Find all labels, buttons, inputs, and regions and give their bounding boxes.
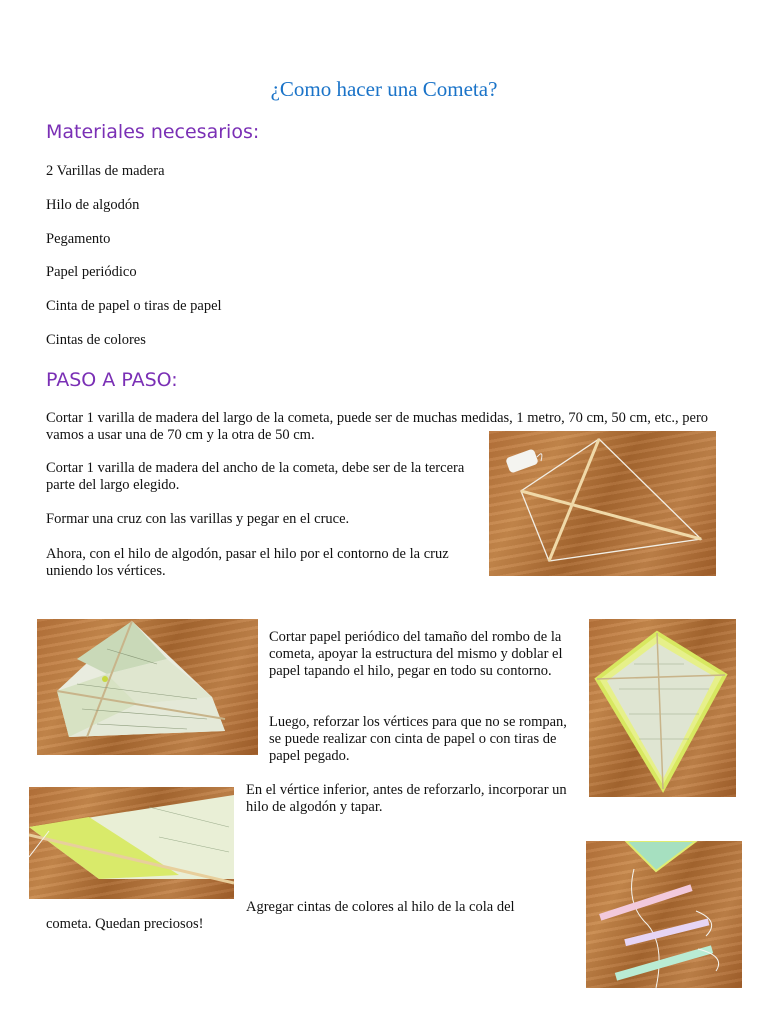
step-paragraph-4: Ahora, con el hilo de algodón, pasar el hilo por el contorno de la cruz uniendo los vértices. (46, 546, 449, 579)
materials-heading: Materiales necesarios: (46, 121, 260, 143)
paper-cutting-photo (37, 619, 258, 755)
list-item: Pegamento (46, 231, 111, 247)
tail-ribbons-photo (586, 841, 742, 988)
bottom-vertex-photo (29, 787, 234, 899)
steps-heading: PASO A PASO: (46, 369, 178, 391)
step-paragraph-2: Cortar 1 varilla de madera del ancho de la cometa, debe ser de la tercera parte del largo elegido. (46, 460, 465, 493)
step-paragraph-1: Cortar 1 varilla de madera del largo de la cometa, puede ser de muchas medidas, 1 metro, 70 cm, 50 cm, etc., pero vamos a usar una de 70 cm y la otra de 50 cm. (46, 410, 709, 443)
step-paragraph-3: Formar una cruz con las varillas y pegar en el cruce. (46, 511, 350, 527)
finished-kite-photo (589, 619, 736, 797)
step-paragraph-8a: Agregar cintas de colores al hilo de la cola del (246, 899, 515, 915)
step-paragraph-6: Luego, reforzar los vértices para que no se rompan, se puede realizar con cinta de papel o con tiras de papel pegado. (269, 714, 567, 764)
step-paragraph-5: Cortar papel periódico del tamaño del rombo de la cometa, apoyar la estructura del mismo y doblar el papel tapando el hilo, pegar en todo su contorno. (269, 629, 563, 679)
list-item: Cintas de colores (46, 332, 146, 348)
page-title: ¿Como hacer una Cometa? (270, 77, 498, 101)
step-paragraph-7: En el vértice inferior, antes de reforzarlo, incorporar un hilo de algodón y tapar. (246, 782, 567, 815)
list-item: 2 Varillas de madera (46, 163, 165, 179)
list-item: Papel periódico (46, 264, 137, 280)
kite-frame-photo (489, 431, 716, 576)
list-item: Hilo de algodón (46, 197, 140, 213)
step-paragraph-8b: cometa. Quedan preciosos! (46, 916, 204, 932)
list-item: Cinta de papel o tiras de papel (46, 298, 222, 314)
